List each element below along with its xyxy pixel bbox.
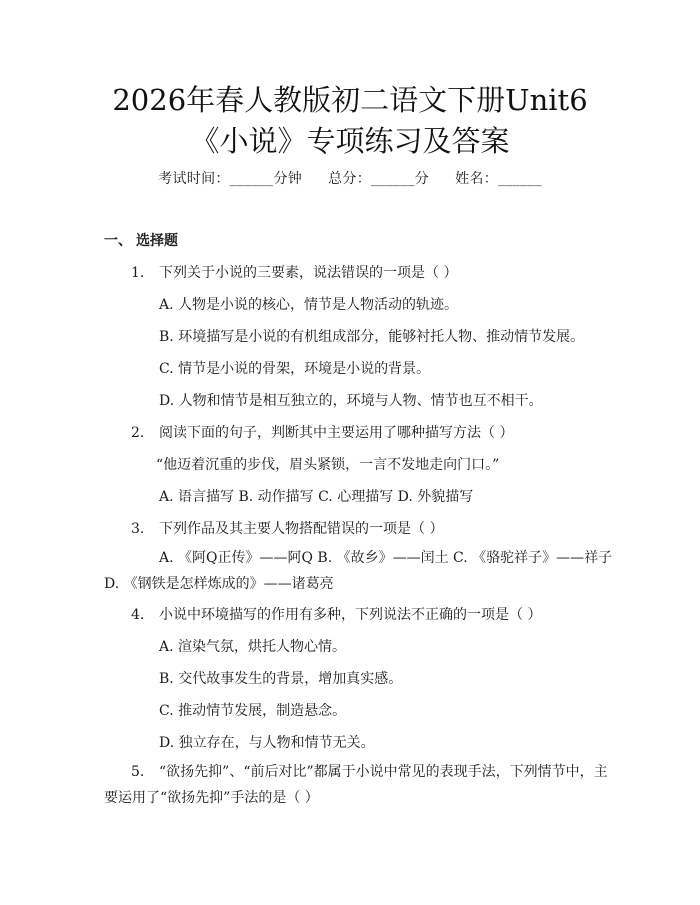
question-number: 5.: [131, 764, 145, 780]
page-title: 2026年春人教版初二语文下册Unit6《小说》专项练习及答案: [112, 83, 588, 158]
question-4-option-b: B. 交代故事发生的背景，增加真实感。: [159, 671, 403, 687]
student-name-field: 姓名：______: [455, 171, 542, 187]
question-text: “欲扬先抑”、“前后对比”都属于小说中常见的表现手法，下列情节中，主要运用了“欲扬先抑”手法的是（ ）: [104, 764, 608, 806]
question-2-options: A. 语言描写 B. 动作描写 C. 心理描写 D. 外貌描写: [159, 489, 474, 505]
question-5: [104, 759, 614, 811]
question-1-option-a: A. 人物是小说的核心，情节是人物活动的轨迹。: [159, 297, 459, 313]
section-heading: [104, 230, 178, 250]
question-1-option-d: D. 人物和情节是相互独立的，环境与人物、情节也互不相干。: [159, 393, 543, 409]
question-number: 4.: [131, 607, 145, 623]
question-number: 1.: [131, 265, 145, 281]
question-text: 下列作品及其主要人物搭配错误的一项是（ ）: [159, 521, 444, 537]
question-4-option-d: D. 独立存在，与人物和情节无关。: [159, 735, 375, 751]
question-2-quote: “他迈着沉重的步伐，眉头紧锁，一言不发地走向门口。”: [156, 457, 500, 473]
question-number: 3.: [131, 521, 145, 537]
question-4: [131, 604, 541, 624]
question-number: 2.: [131, 425, 145, 441]
question-text: 阅读下面的句子，判断其中主要运用了哪种描写方法（ ）: [159, 425, 514, 441]
question-text: 下列关于小说的三要素，说法错误的一项是（ ）: [159, 265, 458, 281]
question-4-option-c: C. 推动情节发展，制造悬念。: [159, 703, 347, 719]
question-2: [131, 422, 513, 442]
section-number: 一、: [104, 233, 132, 249]
question-3-options: A. 《阿Q正传》——阿Q B. 《故乡》——闰土 C. 《骆驼祥子》——祥子 D. 《钢铁是怎样炼成的》——诸葛亮: [104, 550, 613, 592]
question-3: [131, 518, 443, 538]
total-score-field: 总分：______分: [328, 171, 430, 187]
question-1: [131, 262, 457, 282]
exam-time-field: 考试时间：______分钟: [158, 171, 303, 187]
question-1-option-b: B. 环境描写是小说的有机组成部分，能够衬托人物、推动情节发展。: [159, 329, 585, 345]
question-text: 小说中环境描写的作用有多种，下列说法不正确的一项是（ ）: [159, 607, 542, 623]
section-title: 选择题: [136, 233, 178, 249]
question-4-option-a: A. 渲染气氛，烘托人物心情。: [159, 639, 347, 655]
exam-meta: [0, 168, 700, 188]
question-1-option-c: C. 情节是小说的骨架，环境是小说的背景。: [159, 361, 431, 377]
